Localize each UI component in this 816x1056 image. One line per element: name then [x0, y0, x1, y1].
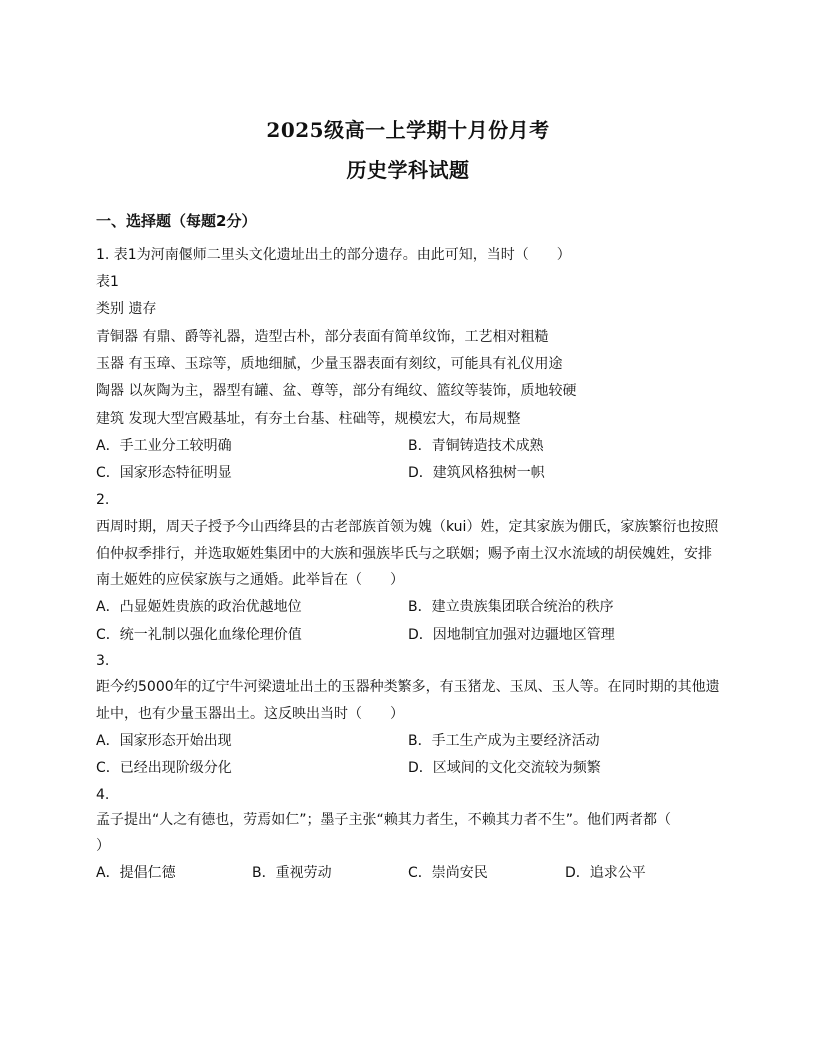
q3-stem-line: 距今约5000年的辽宁牛河梁遗址出土的玉器种类繁多，有玉猪龙、玉凤、玉人等。在同时期的其他遗: [96, 679, 720, 695]
q2-option-d: D．因地制宜加强对边疆地区管理: [408, 627, 615, 643]
q2-option-b: B．建立贵族集团联合统治的秩序: [408, 599, 614, 615]
q1-stem: 1. 表1为河南偃师二里头文化遗址出土的部分遗存。由此可知，当时（ ）: [96, 247, 571, 263]
q1-option-a: A．手工业分工较明确: [96, 438, 232, 454]
exam-subtitle: 历史学科试题: [346, 158, 470, 182]
q3-number: 3.: [96, 653, 110, 669]
q4-number: 4.: [96, 787, 110, 803]
q2-stem-line: 伯仲叔季排行，并选取姬姓集团中的大族和强族毕氏与之联姻；赐予南土汉水流域的胡侯媿姓，安排: [96, 546, 712, 562]
q2-option-c: C．统一礼制以强化血缘伦理价值: [96, 627, 302, 643]
q1-table-label: 表1: [96, 274, 119, 290]
q1-table-row: 青铜器 有鼎、爵等礼器，造型古朴，部分表面有简单纹饰，工艺相对粗糙: [96, 329, 549, 345]
q4-option-a: A．提倡仁德: [96, 865, 176, 881]
q3-option-c: C．已经出现阶级分化: [96, 760, 232, 776]
q1-table-header: 类别 遗存: [96, 301, 157, 317]
q1-option-d: D．建筑风格独树一帜: [408, 465, 545, 481]
q1-table-row: 玉器 有玉璋、玉琮等，质地细腻，少量玉器表面有刻纹，可能具有礼仪用途: [96, 356, 563, 372]
q2-stem-line: 西周时期，周天子授予今山西绛县的古老部族首领为媿（kui）姓，定其家族为倗氏，家族繁衍也按照: [96, 519, 719, 535]
q4-option-b: B．重视劳动: [252, 865, 332, 881]
q1-table-row: 陶器 以灰陶为主，器型有罐、盆、尊等，部分有绳纹、篮纹等装饰，质地较硬: [96, 383, 577, 399]
q3-option-b: B．手工生产成为主要经济活动: [408, 733, 600, 749]
q4-option-c: C．崇尚安民: [408, 865, 488, 881]
q3-option-d: D．区域间的文化交流较为频繁: [408, 760, 601, 776]
q4-stem-line: ）: [96, 838, 110, 854]
section-heading: 一、选择题（每题2分）: [96, 212, 257, 230]
q2-option-a: A．凸显姬姓贵族的政治优越地位: [96, 599, 302, 615]
exam-title: 2025级高一上学期十月份月考: [266, 118, 550, 142]
q2-stem-line: 南土姬姓的应侯家族与之通婚。此举旨在（ ）: [96, 572, 404, 588]
q1-option-b: B．青铜铸造技术成熟: [408, 438, 544, 454]
q2-number: 2.: [96, 492, 110, 508]
q3-option-a: A．国家形态开始出现: [96, 733, 232, 749]
q3-stem-line: 址中，也有少量玉器出土。这反映出当时（ ）: [96, 706, 404, 722]
q4-stem-line: 孟子提出“人之有德也，劳焉如仁”；墨子主张“赖其力者生，不赖其力者不生”。他们两者都（: [96, 812, 672, 828]
q4-option-d: D．追求公平: [565, 865, 646, 881]
q1-table-row: 建筑 发现大型宫殿基址，有夯土台基、柱础等，规模宏大，布局规整: [96, 411, 521, 427]
q1-option-c: C．国家形态特征明显: [96, 465, 232, 481]
